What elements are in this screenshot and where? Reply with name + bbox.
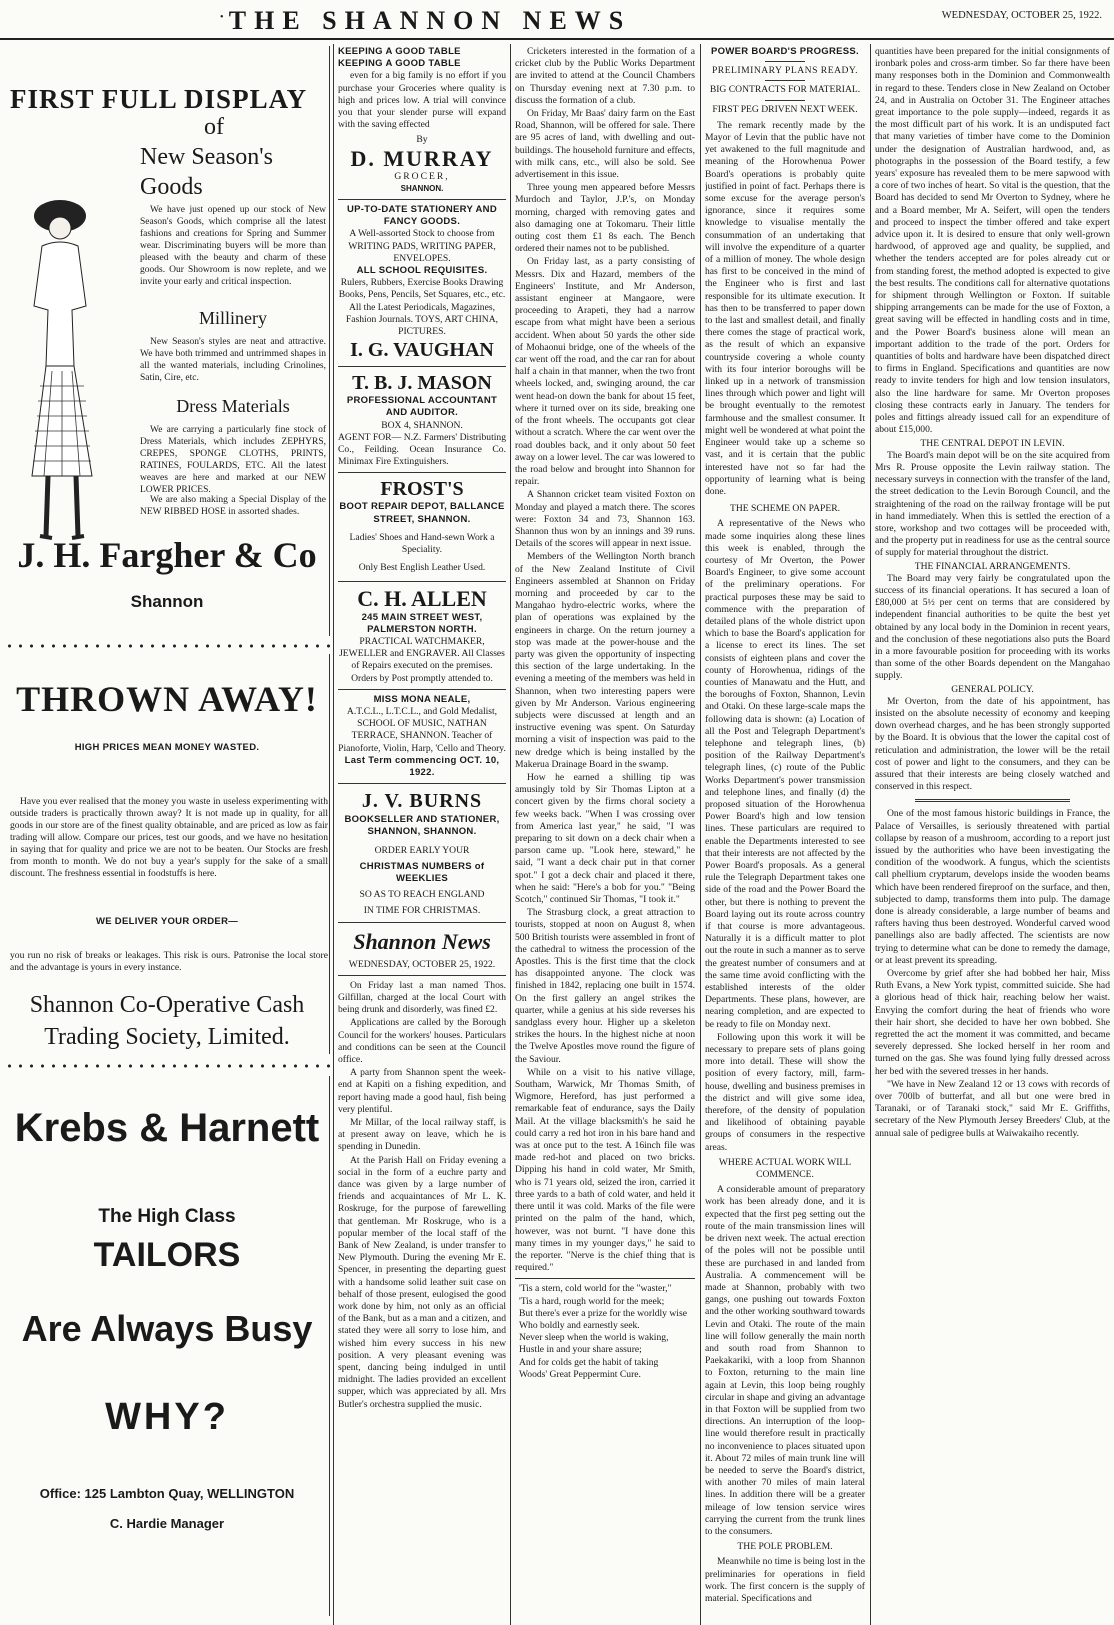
burns-line-2: CHRISTMAS NUMBERS of WEEKLIES — [359, 860, 485, 884]
column-rule — [510, 44, 511, 1625]
office-address: Office: 125 Lambton Quay, WELLINGTON — [39, 1486, 295, 1501]
article-subhead: THE CENTRAL DEPOT IN LEVIN. — [920, 437, 1065, 449]
news-item: On Friday last a man named Thos. Gilfillan, charged at the local Court with being drunk and disorderly, was fined £2. — [338, 979, 506, 1016]
burns-trade: BOOKSELLER AND STATIONER, SHANNON, SHANNON. — [344, 814, 500, 838]
vaughan-text-1: A Well-assorted Stock to choose from WRITING PADS, WRITING PAPER, ENVELOPES. — [348, 228, 496, 264]
murray-heading-repeat: KEEPING A GOOD TABLE — [338, 58, 461, 70]
tagline-2: TAILORS — [93, 1236, 241, 1274]
column-rule — [333, 44, 334, 1625]
ad-subheadline: New Season's Goods — [140, 144, 273, 200]
society-name-line1: Shannon Co-Operative Cash — [29, 992, 305, 1018]
article-subhead: THE SCHEME ON PAPER. — [730, 503, 840, 515]
news-item: Cricketers interested in the formation of a cricket club by the Public Works Department are invited to attend at the Council Chambers on Thursday evening next at 7.30 p.m. to discuss the formation of a club. — [515, 46, 695, 106]
burns-line-1: ORDER EARLY YOUR — [374, 844, 470, 856]
poem-line: 'Tis a hard, rough world for the meek; — [519, 1295, 665, 1307]
poem-line: And for colds get the habit of taking — [519, 1356, 659, 1368]
mason-box: BOX 4, SHANNON. — [381, 419, 463, 431]
murray-text: even for a big family is no effort if you purchase your Groceries where quality is high and prices low. A trial will convince you that your slender purse will expand with the saving effected — [338, 70, 506, 131]
column-2 — [338, 46, 506, 1625]
dotted-border — [4, 640, 330, 652]
frost-address: BOOT REPAIR DEPOT, BALLANCE STREET, SHANNON. — [339, 501, 505, 525]
news-item: Members of the Wellington North branch of the New Zealand Institute of Civil Engineers assembled at Shannon on Friday morning and proceeded by car to the Mangahao hydro-electric works, where the plan of operations was explained by the engineers in charge. On the return journey a stop was made at the power-house and the party was given the opportunity of inspecting this section of the large undertaking. In the evening a meeting of the members was held in Shannon, when two interesting papers were given by Mr Anderson. Various engineering subjects were discussed at length and an instructive evening was spent. On Saturday morning a visit of inspection was paid to the new dredge which is being installed by the Makerua Drainage Board in the swamp. — [515, 551, 695, 770]
article-subhead: WHERE ACTUAL WORK WILL COMMENCE. — [718, 1156, 852, 1181]
article-paragraph: The Board's main depot will be on the site acquired from Mrs R. Prouse opposite the Levin railway station. The necessary surveys in connection with the transfer of the land, the street dedication to the Levin Borough Council, and the straightening of the road on the railway frontage will be put in hand immediately. When this is settled the erection of a store, workshop and two cottages will be proceeded with, and the property put in readiness for use as the central source of supply for material throughout the district. — [875, 449, 1110, 559]
news-item: How he earned a shilling tip was amusingly told by Sir Thomas Lipton at a concert given by the firms choral society a few weeks back. "When I was crossing over from America last year," he said, "I was preparing to sit down on a deck chair when a parson came up. "Look here, steward," he said, "I want a deck chair put in that corner spot." I got a deck chair and placed it there, when he said: "Here's a bob for you." "Being Scotch," continued Sir Thomas, "I took it." — [515, 771, 695, 906]
neale-term: Last Term commencing OCT. 10, 1922. — [344, 754, 500, 778]
manager-name: C. Hardie Manager — [109, 1516, 225, 1531]
news-item: The Strasburg clock, a great attraction to tourists, stopped at noon on August 8, when 500 British tourists were assembled in front of the cathedral to witness the procession of the Apostles. This is the first time that the clock has disappointed anyone. The clock was finished in 1842, replacing one built in 1574. On the first gallery an angel strikes the quarter, while a genius at his side reverses his sandglass every hour. Higher up a skeleton strikes the hours. In the highest niche at noon the Twelve Apostles move round the figure of the Saviour. — [515, 907, 695, 1065]
poem-line: Never sleep when the world is waking, — [519, 1332, 669, 1344]
article-paragraph: The remark recently made by the Mayor of Levin that the public have not yet awakened to the full magnitude and meaning of the Horowhenua Power Board's operations is probably quite justified in point of fact. Perhaps there is some excuse for the average person's ignorance, since it requires some knowledge to visualise mentally the consummation of an undertaking that will involve the expenditure of a quarter of a million of money. The whole design has first to be conceived in the mind of the Engineer who is first and last responsible for its ultimate execution. It has then to be transferred to paper down to the last and smallest detail, and finally there comes the stage of practical work, as the result of which an expansive countryside covering a whole county with its four interior boroughs will be linked up in a network of transmission lines through which power and light will be brought eventually to the remotest farmhouse and the smallest consumer. It might well be wondered at what point the Engineer would take up a scheme so vast, and it is certain that the public interested have not so far had the opportunity of learning what is being done. — [705, 119, 865, 497]
millinery-heading: Millinery — [199, 308, 267, 328]
ad-headline: THROWN AWAY! — [16, 679, 318, 719]
poem-line: Who boldly and earnestly seek. — [519, 1319, 640, 1331]
masthead — [0, 0, 1114, 40]
news-item: Mr Millar, of the local railway staff, is at present away on leave, which he is spending in Dunedin. — [338, 1117, 506, 1153]
dotted-border — [4, 1060, 330, 1072]
poem — [515, 1283, 695, 1381]
article-paragraph: A representative of the News who made some inquiries along these lines this week is enabled, through the courtesy of Mr Overton, the Power Board's Engineer, to give some account of the preliminary operations. For practical purposes these may be said to commence with the preparation of detailed plans of the whole district upon which to base the Board's application for a license to erect its lines. The set consists of eighteen plans and cover the county of Horowhenua, ridings of the counties of Manawatu and the Hutt, and the boroughs of Foxton, Shannon, Levin and Otaki. On these large-scale maps the following data is shown: (a) Location of all the Post and Telegraph Department's telephone and telegraph lines, (b) position of the Railway Department's telegraph lines, (c) route of the Public Works Department's power transmission and telephone lines, and finally (d) the proposed situation of the Horowhenua Power Board's high and low tension lines. These particulars are required to enable the Departments interested to see that their interests are not affected by the Power Board's proposals. As a general rule the Telegraph Department takes one side of the road and the Power Board the other, but there is nothing to prevent the Board laying out its route across country if that course is more advantageous. Naturally it is a difficult matter to plot out the route in such a manner as to serve the greatest number of consumers and at the same time avoid conflicting with the established interests of the older Departments. These plans, however, are nearing completion, and are expected to be ready to file on Monday next. — [705, 518, 865, 1030]
burns-line-4: IN TIME FOR CHRISTMAS. — [363, 905, 481, 917]
poem-line: Woods' Great Peppermint Cure. — [519, 1368, 641, 1380]
ad-intro-text: We have just opened up our stock of New Season's Goods, which comprise all the latest fashions and creations for Spring and Summer wear. Discriminating buyers will be more than pleased with the beauty and charm of these goods. Our Showroom is now replete, and we invite your early and critical inspection. — [140, 205, 326, 287]
news-item: One of the most famous historic buildings in France, the Palace of Versailles, is seriously threatened with partial collapse by reason of a mushroom, according to a report just issued by the authorities who have been investigating the condition of the woodwork. A fungus, which the scientists call phellium cryptarum, develops inside the wooden beams which have been rendered fireproof on the surface, and then, subjected to damp, transforms them into pulp. The damage done is already considerable, a large number of beams and rafters having thus been destroyed. Wonderful carved wood panellings also are badly affected. The scientists are now trying to determine what can be done to remedy the damage, or at least prevent its spreading. — [875, 808, 1110, 966]
news-item: "We have in New Zealand 12 or 13 cows with records of over 700lb of butterfat, and all but one were bred in Taranaki, or of Taranaki stock," said Mr E. Griffiths, secretary of the New Plymouth Jersey Breeders' Club, at the annual sale of pedigree bulls at Waiwakaiho recently. — [875, 1078, 1110, 1139]
neale-name: MISS MONA NEALE, — [373, 693, 471, 705]
poem-line: 'Tis a stern, cold world for the "waster," — [519, 1283, 672, 1295]
article-paragraph: quantities have been prepared for the initial consignments of ironbark poles and cross-arm timber. So far there have been many responses both in the Dominion and Commonwealth in regard to these. Tenders close in New Zealand on October 24, and in Australia on October 31. The Engineer attaches great importance to the pole supply—indeed, regards it as the most difficult part of his work. It is an undisputed fact that many varieties of timber have come to the Dominion under the designation of Australian hardwood, and, as photographs in the possession of the Board testify, a few years' exposure has revealed them to be mere sapwood with a core of two inches of heart. So vital is the question, that the Board has decided to send Mr Overton to Sydney, where he and a Board member, Mr A. Seifert, will open the tenders and proceed to inspect the timber offered and take expert advice upon it. It is desired to ensure that only well-grown hardwood, of approved age and quality, be supplied, and whether the tenders accepted are for poles already cut or from standing forest, the method adopted is expected to give the best results. The conditions call for alternative quotations for shipment through Wellington or Foxton. If suitable shipping arrangements can be made for the use of Foxton, a great saving will be effected in handling costs and in time, and the Power Board's business alone will mean an important addition to the trade of the port. Orders for quantities of bolts and hardware have been dispatched direct to firms in England. Specifications and quantities are now ready to invite tenders for high and low tension insulators, also the line hardware for same. Mr Overton proposes closing these contracts early in January. The tenders for poles and fittings already issued call for an expenditure of about £15,000. — [875, 46, 1110, 436]
mason-title: PROFESSIONAL ACCOUNTANT AND AUDITOR. — [346, 395, 498, 419]
frost-speciality: Ladies' Shoes and Hand-sewn Work a Speciality. — [349, 531, 495, 556]
fargher-advertisement — [4, 46, 330, 636]
vaughan-heading: UP-TO-DATE STATIONERY AND FANCY GOODS. — [347, 204, 497, 228]
article-paragraph: A considerable amount of preparatory work has been already done, and it is expected that the first peg setting out the route of the main transmission lines will be driven next week. The actual erection of the poles will not be possible until these are purchased in and landed from Australia. A commencement will be made at Shannon, probably with two gangs, one pushing out towards Foxton and the other working southward towards Levin and Otaki. The route of the main line will follow generally the main north and south road from Shannon to Paekakariki, with a loop from Shannon to Foxton, returning to the main line again at Levin, this loop being roughly circular in shape and giving an advantage in that Foxton will be supplied from two directions. An interruption of the loop-line would therefore result in practically no inconvenience to places situated upon it. About 72 miles of main trunk line will be needed to serve the Board's district, with another 70 miles of main lateral lines. In addition there will be a greater mileage of low tension service wires carrying the current from the trunk lines to the consumers. — [705, 1184, 865, 1537]
ad-body-text: Have you ever realised that the money you waste in useless experimenting with outside traders is practically thrown away? It is not made up in quality, for all goods in our store are of the finest quality obtainable, and are priced as low as fair trading will allow. Compare our prices, test our goods, and we have no hesitation in saying that for quality and price we are not to be beaten. Our Stocks are fresh from month to month. We do not buy a year's supply for the sake of a small discount. The freshness essential in foodstuffs is here. — [10, 796, 328, 879]
dress-materials-heading: Dress Materials — [176, 396, 290, 416]
article-deck-3: FIRST PEG DRIVEN NEXT WEEK. — [712, 103, 858, 115]
masthead-dot: • — [220, 12, 224, 23]
mason-name: T. B. J. MASON — [352, 372, 492, 395]
article-subhead: THE POLE PROBLEM. — [737, 1541, 833, 1553]
society-name-line2: Trading Society, Limited. — [44, 1024, 290, 1050]
burns-line-3: SO AS TO REACH ENGLAND — [359, 889, 485, 901]
mason-agencies: AGENT FOR— N.Z. Farmers' Distributing Co., Feilding. Ocean Insurance Co. Minimax Fire Extinguishers. — [338, 431, 506, 468]
ad-of: of — [204, 114, 224, 140]
allen-address: 245 MAIN STREET WEST, PALMERSTON NORTH. — [361, 611, 483, 635]
newspaper-title: THE SHANNON NEWS — [228, 6, 632, 35]
murray-town: SHANNON. — [400, 183, 444, 193]
news-item: On Friday, Mr Baas' dairy farm on the East Road, Shannon, will be offered for sale. There are 95 acres of land, with dwelling and out-buildings. The household furniture and effects, with milk cans, etc., will also be sold. See advertisement in this issue. — [515, 108, 695, 181]
murray-trade: GROCER, — [394, 170, 450, 182]
coop-advertisement — [4, 654, 330, 1054]
article-headline: POWER BOARD'S PROGRESS. — [711, 46, 859, 57]
news-item: At the Parish Hall on Friday evening a social in the form of a euchre party and dance was given by a large number of friends and acquaintances of Mr L. K. Roskruge, for the purpose of farewelling that gentleman. Mr Roskruge, who is a popular member of the local staff of the Bank of New Zealand, is under transfer to New Plymouth. During the evening Mr E. Spencer, in presenting the departing guest with a handsome solid leather suit case on behalf of those present, eulogised the good work done by him, not only as an official of the Bank, but as a man and a citizen, and stated they were all sorry to lose him, and wished him every success in his new position. A very pleasant evening was spent, dancing being indulged in until midnight. The ladies provided an excellent supper, which was appreciated by all. Mrs Butler's orchestra supplied the music. — [338, 1154, 506, 1410]
why-text: WHY? — [105, 1396, 229, 1438]
hose-text: We are also making a Special Display of the NEW RIBBED HOSE in assorted shades. — [140, 495, 326, 517]
town-name: Shannon — [130, 592, 204, 611]
news-item: While on a visit to his native village, Southam, Warwick, Mr Thomas Smith, of Wigmore, Hereford, has just performed a remarkable feat of endurance, says the Daily Mail. At the village blacksmith's he said he could carry a red hot iron in his bare hand and was at once put to the test. A 16inch file was made red-hot and placed on two bricks. Dipping his hand in cold water, Mr Smith, who is 71 years old, seized the iron, carried it three yards to a bath of cold water, and held it there until it was cold. Marks of the file were printed on the palm of the hand, which, however, was not burnt. "I have done this many times in my younger days," he said to the reporter. "Nerve is the chief thing that is required." — [515, 1066, 695, 1274]
news-item: A party from Shannon spent the week-end at Kapiti on a fishing expedition, and report having made a good haul, fish being very plentiful. — [338, 1067, 506, 1115]
news-item: On Friday last, as a party consisting of Messrs. Dix and Hazard, members of the Engineers' Institute, and Mr Anderson, assistant engineer at Mangaore, were proceeding to Arapeti, they had a narrow escape from what might have been a serious accident. When about 50 yards the other side of Mohaonui bridge, one of the wheels of the car went off the road, and the car ran for about half a chain in that manner, when the two front wheels locked, and, swinging around, the car went head-on down the bank for about 15 feet, where it turned over on its side, breaking one of the front wheels. The occupants got clear without a scratch. Where the car went over the road doubles back, and it only about 50 feet away on a lower level. The car was lowered to the road below and brought into Shannon for repair. — [515, 256, 695, 488]
delivery-heading: WE DELIVER YOUR ORDER— — [95, 916, 239, 927]
allen-services: PRACTICAL WATCHMAKER, JEWELLER and ENGRAVER. All Classes of Repairs executed on the premises. Orders by Post promptly attended to. — [339, 635, 505, 684]
article-deck-2: BIG CONTRACTS FOR MATERIAL. — [709, 84, 861, 96]
paper-nameplate: Shannon News — [353, 928, 491, 954]
poem-line: But there's ever a prize for the worldly wise — [519, 1307, 687, 1319]
dress-materials-text: We are carrying a particularly fine stock of Dress Materials, which includes ZEPHYRS, CREPES, SPONGE CLOTHS, PRINTS, RATINES, FOULARDS, ETC. All the latest weaves are here and marked at our NEW LOWER PRICES. — [140, 425, 326, 495]
tagline-1: The High Class — [98, 1206, 236, 1227]
article-paragraph: Following upon this work it will be necessary to prepare sets of plans going more into detail. These will show the position of every factory, mill, farm-house, dwelling and business premises in the district and will give some idea, therefore, of the density of population and likelihood of obtaining payable groups of consumers in the respective areas. — [705, 1031, 865, 1153]
article-subhead: GENERAL POLICY. — [951, 683, 1034, 695]
column-rule — [700, 44, 701, 1625]
allen-name: C. H. ALLEN — [357, 585, 487, 611]
article-paragraph: Mr Overton, from the date of his appointment, has insisted on the absolute necessity of economy and keeping down overhead charges, and he has been strongly supported by the Board. It is obvious that the lower the capital cost of reticulation and administration, the lower will be the retail cost of power and light to the consumers, and they can be assured that their interests are being closely watched and conserved in this respect. — [875, 695, 1110, 793]
news-item: Applications are called by the Borough Council for the workers' houses. Particulars and conditions can be seen at the Council office. — [338, 1017, 506, 1065]
column-3 — [515, 46, 695, 1625]
column-5 — [875, 46, 1110, 1625]
by-label: By — [416, 134, 428, 146]
frost-leather: Only Best English Leather Used. — [358, 562, 486, 574]
delivery-text: you run no risk of breaks or leakages. This risk is ours. Patronise the local store and the advantage is yours in every instance. — [10, 950, 328, 973]
neale-details: A.T.C.L., L.T.C.L., and Gold Medalist, SCHOOL OF MUSIC, NATHAN TERRACE, SHANNON. Teacher of Pianoforte, Violin, Harp, 'Cello and Theory. — [338, 705, 506, 754]
column-4 — [705, 46, 865, 1625]
column-rule — [870, 44, 871, 1625]
ad-subheadline: HIGH PRICES MEAN MONEY WASTED. — [74, 742, 260, 753]
poem-line: Hustle in and your share assure; — [519, 1344, 642, 1356]
fashion-illustration — [12, 186, 112, 566]
murray-name: D. MURRAY — [350, 145, 494, 171]
vaughan-heading-2: ALL SCHOOL REQUISITES. — [356, 265, 488, 277]
millinery-text: New Season's styles are neat and attractive. We have both trimmed and untrimmed shapes in all the wanted materials, including Crinolines, Satin, Cire, etc. — [140, 337, 326, 383]
frost-name: FROST'S — [380, 478, 464, 501]
tagline-3: Are Always Busy — [21, 1308, 313, 1349]
firm-name: J. H. Fargher & Co — [17, 535, 317, 575]
news-item: Three young men appeared before Messrs Murdoch and Taylor, J.P.'s, on Monday morning, charged with removing gates and also damaging one at Tokomaru. Their little outing cost them £1 8s each. The Bench ordered their names not to be published. — [515, 182, 695, 255]
news-item: Overcome by grief after she had bobbed her hair, Miss Ruth Evans, a New York typist, committed suicide. She had a glorious head of thick hair, reaching below her waist. Envying the comfort during the heat of friends who wore their hair short, she decided to have her own bobbed. She regretted the act the moment it was committed, and became severely depressed. She locked herself in her room and turned on the gas. She was found lying fully dressed across her bed with the severed tresses in her hands. — [875, 968, 1110, 1077]
vaughan-name: I. G. VAUGHAN — [350, 339, 494, 362]
news-item: A Shannon cricket team visited Foxton on Monday and played a match there. The scores were: Foxton 34 and 73, Shannon 163. Shannon thus won by an innings and 39 runs. Details of the scores will appear in next issue. — [515, 489, 695, 550]
firm-name: Krebs & Harnett — [14, 1106, 320, 1150]
issue-date: WEDNESDAY, OCTOBER 25, 1922. — [941, 10, 1102, 21]
article-paragraph: The Board may very fairly be congratulated upon the success of its financial operations. It has secured a loan of £80,000 at 5½ per cent on terms that are considered by independent financial authorities to be quite the best yet obtained by any local body in the Dominion in recent years, and the conclusion of these negotiations also puts the Board in a more favourable position for proceeding with its works than some of the other Boards dependent on the Mangahao supply. — [875, 572, 1110, 682]
ad-headline: FIRST FULL DISPLAY — [10, 84, 308, 114]
burns-name: J. V. BURNS — [361, 790, 483, 813]
murray-heading: KEEPING A GOOD TABLE — [338, 46, 461, 57]
vaughan-text-2: Rulers, Rubbers, Exercise Books Drawing Books, Pens, Pencils, Set Squares, etc., etc. All the Latest Periodicals, Magazines, Fashion Journals. TOYS, ART CHINA, PICTURES. — [338, 277, 506, 338]
article-subhead: THE FINANCIAL ARRANGEMENTS. — [914, 560, 1071, 572]
paper-date: WEDNESDAY, OCTOBER 25, 1922. — [348, 958, 496, 970]
krebs-harnett-advertisement — [4, 1076, 330, 1616]
article-paragraph: Meanwhile no time is being lost in the preliminaries for operations in field work. The first concern is the supply of material. Specifications and — [705, 1556, 865, 1604]
article-deck-1: PRELIMINARY PLANS READY. — [711, 65, 859, 77]
